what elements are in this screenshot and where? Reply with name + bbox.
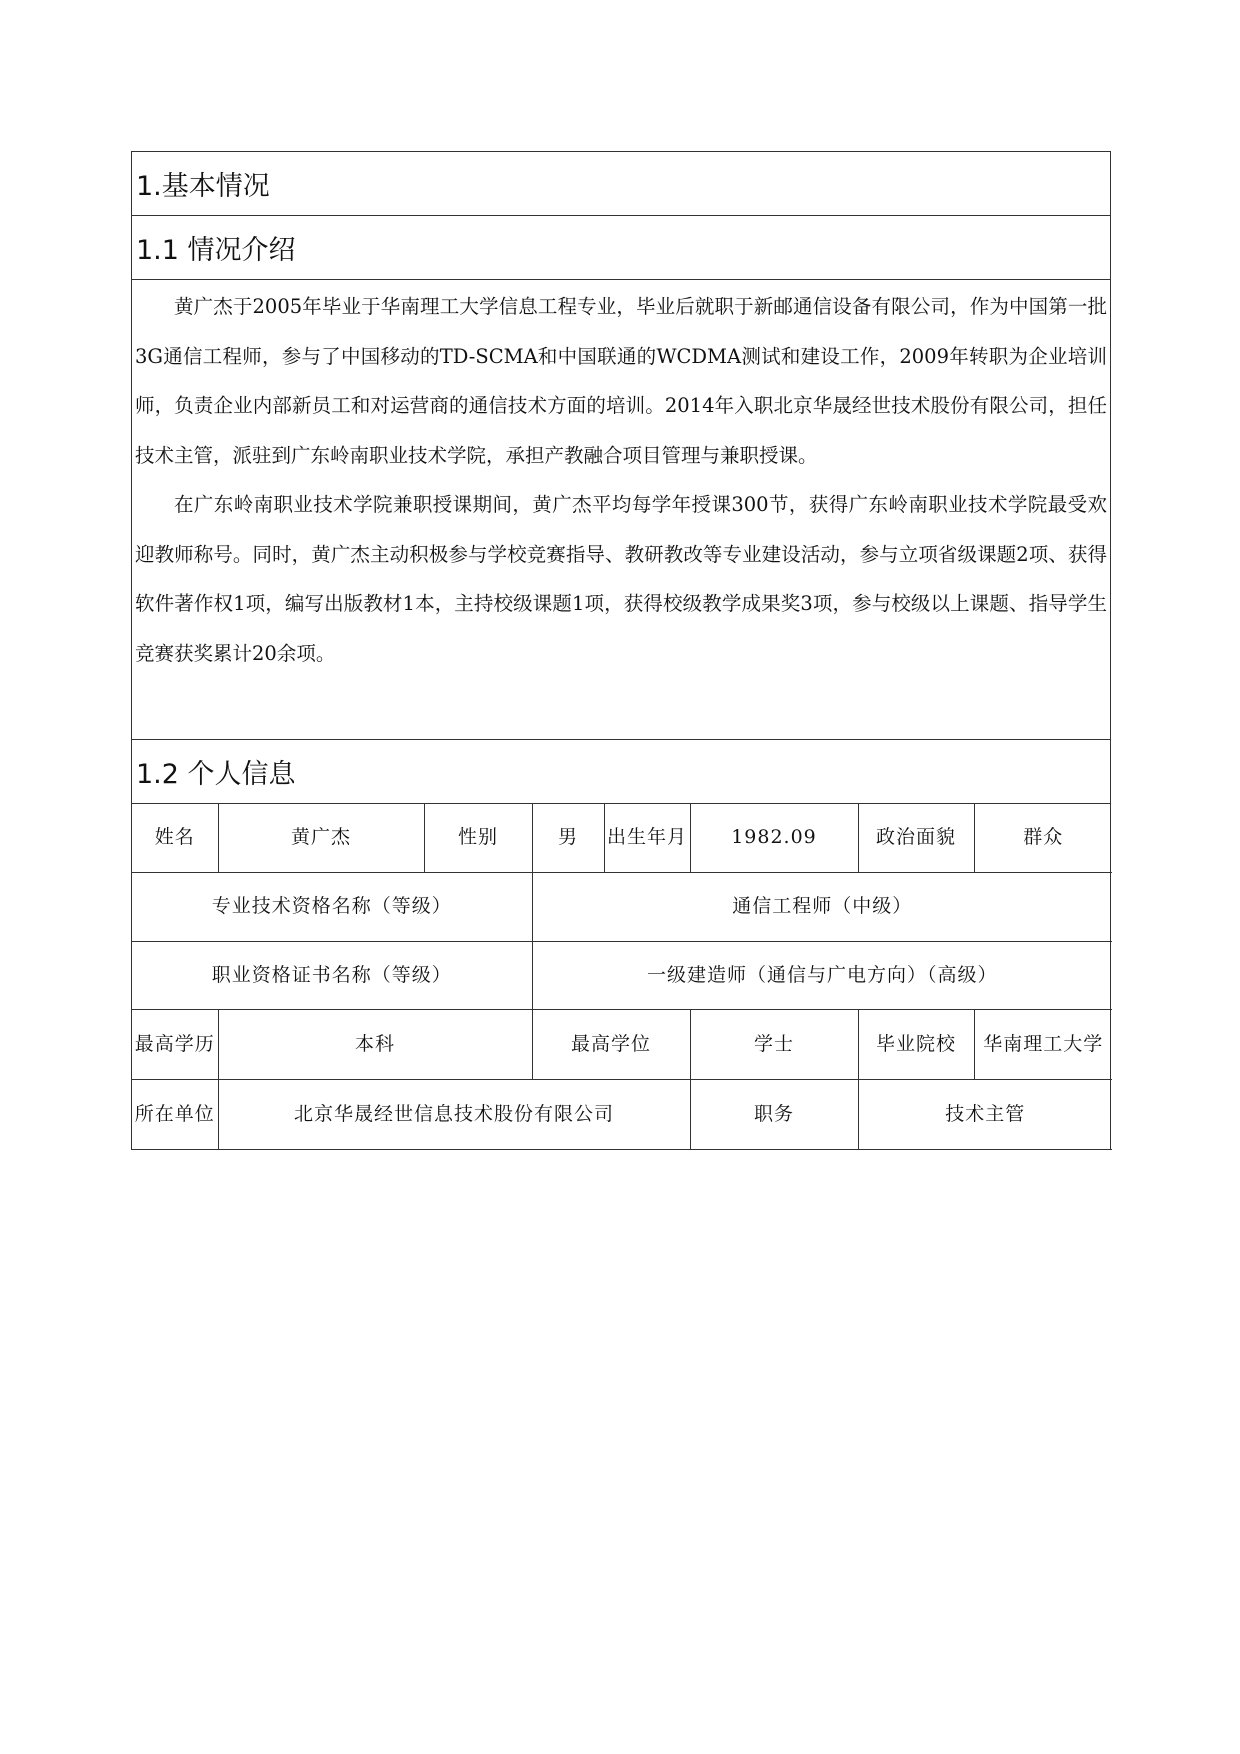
position-value: 技术主管 xyxy=(858,1079,1112,1149)
introduction-body xyxy=(132,280,1110,740)
education-value: 本科 xyxy=(218,1009,532,1079)
birth-label: 出生年月 xyxy=(604,804,690,872)
employer-value: 北京华晟经世信息技术股份有限公司 xyxy=(218,1079,690,1149)
birth-value: 1982.09 xyxy=(690,804,858,872)
table-row xyxy=(132,1079,1112,1149)
introduction-paragraph: 黄广杰于2005年毕业于华南理工大学信息工程专业，毕业后就职于新邮通信设备有限公司，作为中国第一批3G通信工程师，参与了中国移动的TD-SCMA和中国联通的WCDMA测试和建设工作，2009年转职为企业培训师，负责企业内部新员工和对运营商的通信技术方面的培训。2014年入职北京华晟经世技术股份有限公司，担任技术主管，派驻到广东岭南职业技术学院，承担产教融合项目管理与兼职授课。 xyxy=(135,295,1107,467)
professional-certificate-value: 一级建造师（通信与广电方向）（高级） xyxy=(532,941,1112,1009)
section-heading-basic-info: 1.基本情况 xyxy=(132,152,1110,216)
gender-value: 男 xyxy=(532,804,604,872)
tech-qualification-value: 通信工程师（中级） xyxy=(532,872,1112,941)
gender-label: 性别 xyxy=(424,804,532,872)
professional-certificate-label: 职业资格证书名称（等级） xyxy=(132,941,532,1009)
section-heading-introduction: 1.1 情况介绍 xyxy=(132,216,1110,280)
table-row xyxy=(132,941,1112,1009)
table-row xyxy=(132,1009,1112,1079)
position-label: 职务 xyxy=(690,1079,858,1149)
school-value: 华南理工大学 xyxy=(974,1009,1112,1079)
education-label: 最高学历 xyxy=(132,1009,218,1079)
name-value: 黄广杰 xyxy=(218,804,424,872)
political-status-label: 政治面貌 xyxy=(858,804,974,872)
introduction-paragraph: 在广东岭南职业技术学院兼职授课期间，黄广杰平均每学年授课300节，获得广东岭南职业技术学院最受欢迎教师称号。同时，黄广杰主动积极参与学校竞赛指导、教研教改等专业建设活动，参与立项省级课题2项、获得软件著作权1项，编写出版教材1本，主持校级课题1项，获得校级教学成果奖3项，参与校级以上课题、指导学生竞赛获奖累计20余项。 xyxy=(135,493,1107,665)
name-label: 姓名 xyxy=(132,804,218,872)
section-heading-personal-info: 1.2 个人信息 xyxy=(132,740,1110,804)
school-label: 毕业院校 xyxy=(858,1009,974,1079)
employer-label: 所在单位 xyxy=(132,1079,218,1149)
table-row xyxy=(132,872,1112,941)
table-row xyxy=(132,804,1112,872)
tech-qualification-label: 专业技术资格名称（等级） xyxy=(132,872,532,941)
degree-label: 最高学位 xyxy=(532,1009,690,1079)
degree-value: 学士 xyxy=(690,1009,858,1079)
personal-info-table xyxy=(132,804,1112,1150)
political-status-value: 群众 xyxy=(974,804,1112,872)
profile-form xyxy=(131,151,1111,1150)
